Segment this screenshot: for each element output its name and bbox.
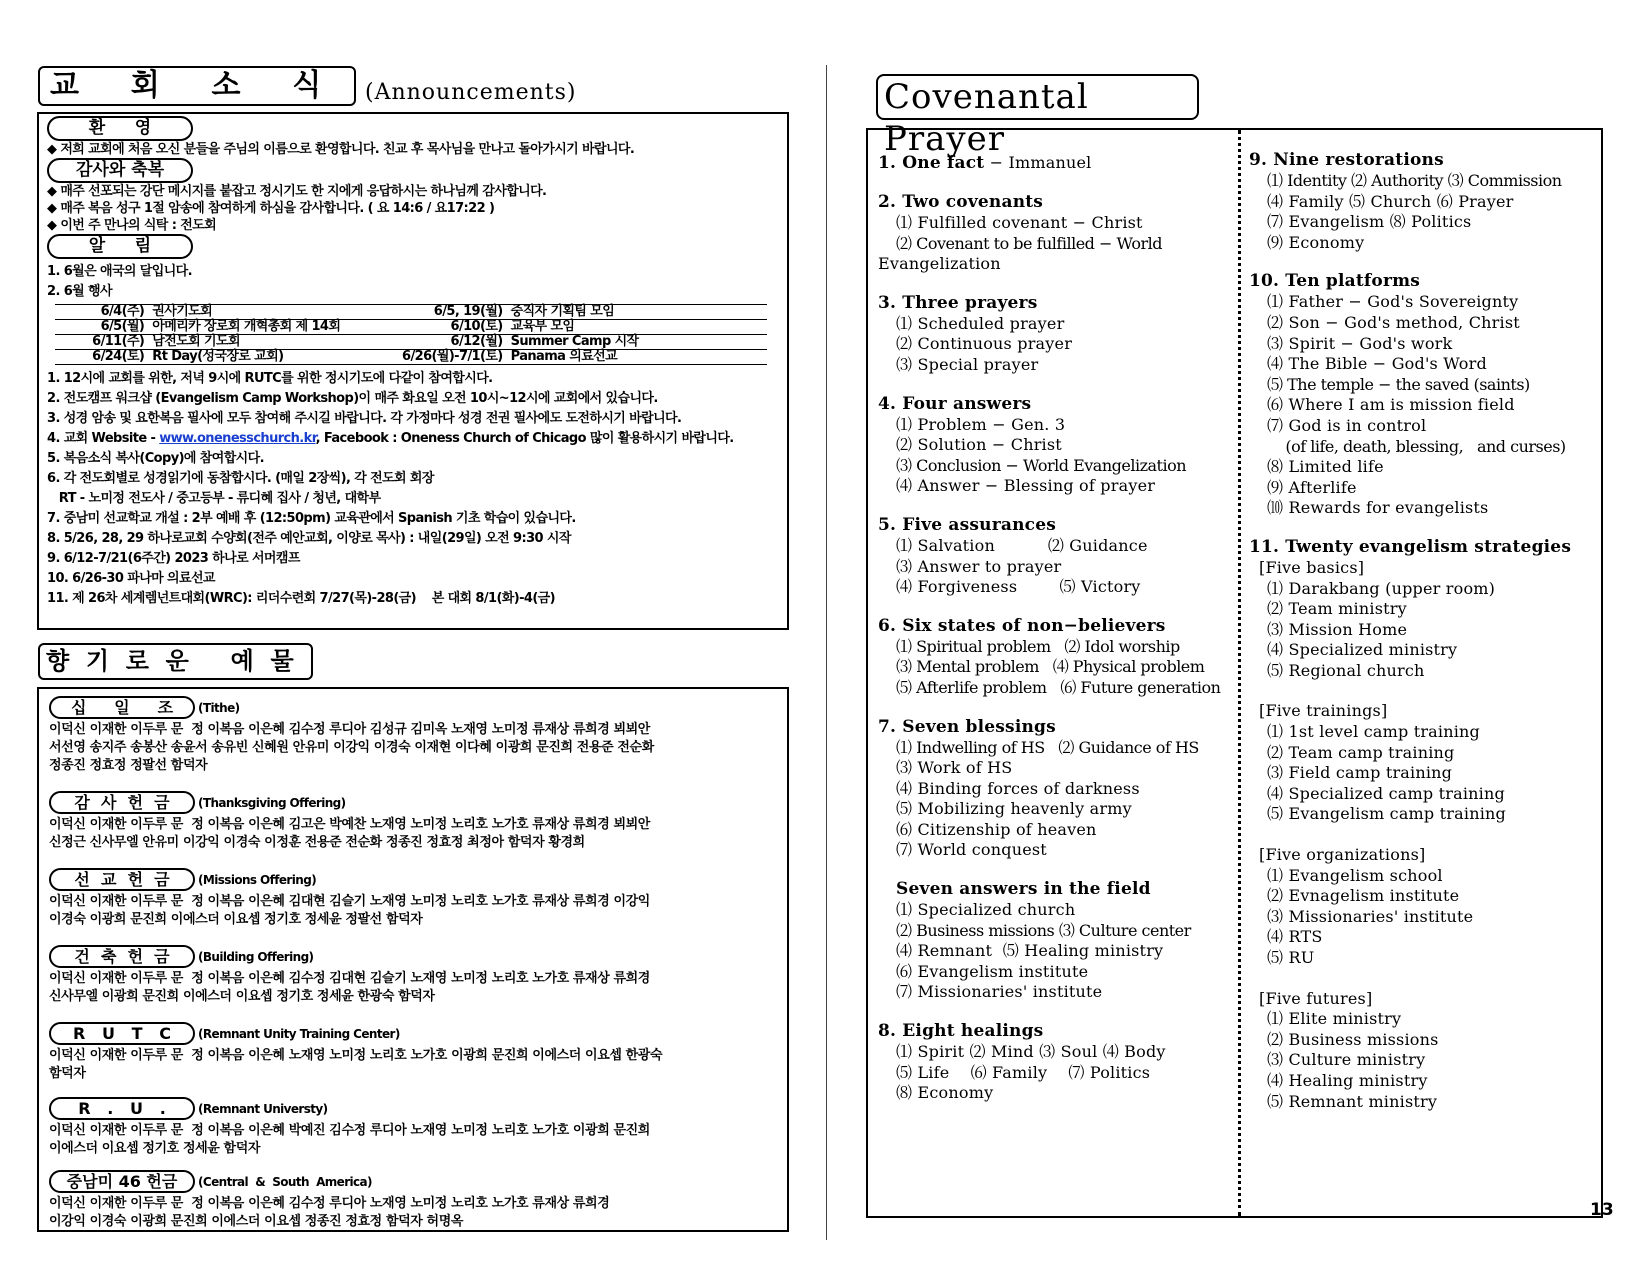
prayer-item: ⑴ Elite ministry — [1267, 1009, 1402, 1029]
notice-item: 5. 복음소식 복사(Copy)에 참여합시다. — [47, 451, 264, 466]
prayer-item: ⑴ Salvation ⑵ Guidance — [896, 535, 1148, 555]
event-name: Panama 의료선교 — [507, 350, 767, 365]
welcome-lines — [47, 141, 779, 158]
offering-label-en: (Missions Offering) — [198, 872, 317, 887]
prayer-item: ⑸ RU — [1267, 948, 1315, 967]
prayer-item: ⑼ Economy — [1267, 232, 1365, 252]
offering-section — [49, 945, 777, 1006]
prayer-item: ⑸ Afterlife problem ⑹ Future generation — [896, 677, 1221, 697]
offering-names: 이덕신 이재한 이두루 문 정 이복음 이은혜 김고은 박예찬 노재영 노미정 노리호 노가호 류재상 류희경 뵈뵈안 — [49, 817, 650, 832]
prayer-heading — [878, 293, 1234, 314]
prayer-heading — [878, 879, 1234, 900]
offering-label-en: (Thanksgiving Offering) — [198, 795, 346, 810]
website-prefix: 4. 교회 Website - — [47, 431, 160, 446]
prayer-column-right — [1249, 150, 1601, 1112]
offering-names: 이덕신 이재한 이두루 문 정 이복음 이은혜 김수정 김대현 김슬기 노재영 노미정 노리호 노가호 류재상 류희경 — [49, 971, 650, 986]
offering-names: 이덕신 이재한 이두루 문 정 이복음 이은혜 김수정 루디아 노재영 노미정 노리호 노가호 류재상 류희경 — [49, 1196, 610, 1211]
prayer-heading-text: 10. Ten platforms — [1249, 271, 1421, 292]
offering-names: 신정근 신사무엘 안유미 이강익 이경숙 이정훈 전용준 전순화 정종진 정효정 최정아 함덕자 황경희 — [49, 835, 585, 850]
offering-title-box — [38, 643, 313, 680]
prayer-item: ⑷ Healing ministry — [1267, 1070, 1428, 1090]
prayer-item: ⑶ Special prayer — [896, 354, 1039, 374]
offering-label: 십 일 조 — [49, 696, 195, 719]
prayer-item: ⑶ Spirit − God's work — [1267, 333, 1453, 353]
prayer-item: (of life, death, blessing, and curses) — [1267, 436, 1566, 456]
welcome-label: 환 영 — [47, 116, 193, 141]
prayer-item: ⑸ Life ⑹ Family ⑺ Politics — [896, 1062, 1151, 1082]
notice-item: 6. 각 전도회별로 성경읽기에 동참합시다. (매일 2장씩), 각 전도회 회장 — [47, 471, 434, 486]
offering-names: 신사무엘 이광희 문진희 이에스더 이요셉 정기호 정세윤 한광숙 함덕자 — [49, 989, 435, 1004]
prayer-item: ⑴ Spirit ⑵ Mind ⑶ Soul ⑷ Body — [896, 1042, 1166, 1062]
prayer-heading-text: 6. Six states of non−believers — [878, 615, 1166, 636]
event-date: 6/4(주) — [55, 305, 148, 320]
thanks-line: ◆ 이번 주 만나의 식탁 : 전도회 — [47, 218, 217, 233]
prayer-item: ⑵ Team ministry — [1267, 599, 1407, 619]
offerings-list — [49, 696, 777, 1231]
notice-item: 10. 6/26-30 파나마 의료선교 — [47, 571, 215, 586]
offering-names: 서선영 송지주 송봉산 송윤서 송유빈 신혜원 안유미 이강익 이경숙 이재현 이다혜 이광희 문진희 전용준 전순화 — [49, 740, 654, 755]
thanks-lines — [47, 183, 779, 234]
prayer-heading-text: 2. Two covenants — [878, 192, 1044, 212]
event-date: 6/5, 19(월) — [381, 305, 507, 320]
prayer-heading — [878, 515, 1234, 536]
prayer-item: ⑴ Father − God's Sovereignty — [1267, 292, 1519, 312]
offering-names: 이에스더 이요셉 정기호 정세윤 함덕자 — [49, 1141, 261, 1156]
prayer-item: ⑹ Citizenship of heaven — [896, 819, 1097, 839]
offering-names: 이덕신 이재한 이두루 문 정 이복음 이은혜 김대현 김슬기 노재영 노미정 노리호 노가호 류재상 류희경 이강익 — [49, 894, 650, 909]
prayer-item: ⑸ The temple − the saved (saints) — [1267, 374, 1530, 394]
prayer-item: ⑷ RTS — [1267, 927, 1323, 947]
prayer-item: ⑴ Scheduled prayer — [896, 313, 1065, 333]
offering-names: 이강익 이경숙 이광희 문진희 이에스더 이요셉 정종진 정효정 함덕자 허명옥 — [49, 1214, 464, 1229]
prayer-heading-text: 5. Five assurances — [878, 514, 1056, 535]
prayer-item: ⑴ Darakbang (upper room) — [1267, 578, 1496, 598]
prayer-item: ⑴ Spiritual problem ⑵ Idol worship — [896, 636, 1180, 656]
prayer-item: ⑷ The Bible − God's Word — [1267, 354, 1487, 374]
offering-label-en: (Tithe) — [198, 700, 240, 715]
event-row — [55, 305, 767, 320]
event-row — [55, 320, 767, 335]
notice-item: 1. 12시에 교회를 위한, 저녁 9시에 RUTC를 위한 정시기도에 다같이 참여합시다. — [47, 371, 493, 386]
prayer-item: ⑴ Specialized church — [896, 900, 1076, 920]
offering-header — [49, 868, 777, 891]
offering-label: 선 교 헌 금 — [49, 868, 195, 891]
prayer-item: ⑸ Remnant ministry — [1267, 1091, 1438, 1111]
prayer-heading — [1249, 150, 1601, 171]
offering-names: 이덕신 이재한 이두루 문 정 이복음 이은혜 김수정 루디아 김성규 김미옥 노재영 노미정 류재상 류희경 뵈뵈안 — [49, 722, 650, 737]
notice-line: 2. 6월 행사 — [47, 284, 112, 299]
prayer-group-title: [Five organizations] — [1259, 845, 1426, 865]
notice-item: 11. 제 26차 세계렘넌트대회(WRC): 리더수련회 7/27(목)-28(금) 본 대회 8/1(화)-4(금) — [47, 591, 555, 606]
event-row — [55, 335, 767, 350]
prayer-heading-text: 8. Eight healings — [878, 1021, 1044, 1042]
offering-header — [49, 1097, 777, 1120]
prayer-heading — [878, 1021, 1234, 1042]
event-name: 남전도회 기도회 — [148, 335, 381, 350]
event-name: 교육부 모임 — [507, 320, 767, 335]
website-link[interactable]: www.onenesschurch.kr — [159, 431, 316, 446]
prayer-item: ⑴ Evangelism school — [1267, 865, 1443, 885]
offering-section — [49, 1097, 777, 1158]
prayer-heading — [878, 152, 1234, 174]
offering-section — [49, 868, 777, 929]
prayer-item: ⑶ Culture ministry — [1267, 1050, 1426, 1070]
offering-header — [49, 791, 777, 814]
prayer-column-left — [878, 152, 1234, 1104]
offering-names: 함덕자 — [49, 1066, 86, 1081]
prayer-item: ⑽ Rewards for evangelists — [1267, 498, 1489, 518]
offering-label-en: (Remnant Unity Training Center) — [198, 1026, 400, 1041]
covenantal-prayer-title: Covenantal Prayer — [884, 77, 1089, 159]
covenantal-prayer-box — [866, 128, 1603, 1218]
thanks-label: 감사와 축복 — [47, 158, 193, 183]
prayer-item: ⑶ Conclusion − World Evangelization — [896, 455, 1187, 475]
prayer-heading-text: 7. Seven blessings — [878, 716, 1056, 737]
page-number: 13 — [1590, 1200, 1614, 1220]
prayer-item: ⑴ 1st level camp training — [1267, 722, 1480, 742]
prayer-item: ⑵ Continuous prayer — [896, 334, 1073, 354]
offering-names: 이경숙 이광희 문진희 이에스더 이요셉 정기호 정세윤 정팔선 함덕자 — [49, 912, 423, 927]
prayer-group-title: [Five futures] — [1259, 988, 1373, 1008]
event-name: 중직자 기획팀 모임 — [507, 305, 767, 320]
prayer-item: ⑶ Answer to prayer — [896, 556, 1062, 576]
page-divider — [826, 65, 827, 1240]
prayer-heading-text: 1. One fact — [878, 153, 985, 173]
prayer-heading-tail: − Immanuel — [984, 153, 1092, 172]
event-date: 6/24(토) — [55, 350, 148, 365]
announcements-title-en: (Announcements) — [365, 80, 577, 105]
notice-lines — [47, 262, 779, 302]
thanks-line: ◆ 매주 복음 성구 1절 암송에 참여하게 하심을 감사합니다. ( 요 14:6 / 요17:22 ) — [47, 201, 495, 216]
prayer-heading — [878, 717, 1234, 738]
prayer-item: ⑺ Missionaries' institute — [896, 982, 1103, 1002]
offering-section — [49, 1022, 777, 1083]
notice-item: RT - 노미정 전도사 / 중고등부 - 류디혜 집사 / 청년, 대학부 — [47, 491, 381, 506]
prayer-heading-text: 3. Three prayers — [878, 292, 1038, 313]
offering-names: 이덕신 이재한 이두루 문 정 이복음 이은혜 박예진 김수정 루디아 노재영 노미정 노리호 노가호 이광희 문진희 — [49, 1123, 650, 1138]
prayer-heading-text: 11. Twenty evangelism strategies — [1249, 536, 1572, 557]
website-suffix: , Facebook : Oneness Church of Chicago 많이 활용하시기 바랍니다. — [315, 431, 734, 446]
prayer-heading-text: Seven answers in the field — [896, 879, 1151, 900]
prayer-item: ⑷ Specialized camp training — [1267, 783, 1505, 803]
prayer-heading — [1249, 537, 1601, 558]
offering-label: 감 사 헌 금 — [49, 791, 195, 814]
prayer-item: ⑵ Business missions ⑶ Culture center — [896, 920, 1191, 940]
prayer-item: ⑼ Afterlife — [1267, 477, 1357, 497]
notice-item: 9. 6/12-7/21(6주간) 2023 하나로 서머캠프 — [47, 551, 300, 566]
offering-title: 향 기 로 운 예 물 — [46, 647, 294, 675]
offering-header — [49, 1022, 777, 1045]
prayer-item: ⑷ Family ⑸ Church ⑹ Prayer — [1267, 191, 1514, 211]
notice-label: 알 림 — [47, 234, 193, 259]
prayer-item-wrap: Evangelization — [878, 254, 1001, 274]
notice-items — [47, 369, 779, 609]
prayer-heading — [1249, 271, 1601, 292]
event-date: 6/10(토) — [381, 320, 507, 335]
prayer-item: ⑺ World conquest — [896, 840, 1047, 860]
offerings-box — [37, 687, 789, 1232]
event-date: 6/11(주) — [55, 335, 148, 350]
prayer-item: ⑷ Specialized ministry — [1267, 640, 1458, 660]
notice-item: 3. 성경 암송 및 요한복음 필사에 모두 참여해 주시길 바랍니다. 각 가정마다 성경 전권 필사에도 도전하시기 바랍니다. — [47, 411, 682, 426]
notice-item: 8. 5/26, 28, 29 하나로교회 수양회(전주 예안교회, 이양로 목사) : 내일(29일) 오전 9:30 시작 — [47, 531, 571, 546]
announcements-title: 교 회 소 식 — [50, 68, 324, 103]
column-divider — [1238, 130, 1241, 1216]
offering-label: 중남미 46 헌금 — [49, 1170, 195, 1193]
notice-item-website — [47, 429, 779, 449]
event-name: Summer Camp 시작 — [507, 335, 767, 350]
offering-section — [49, 1170, 777, 1231]
covenantal-prayer-title-box — [876, 74, 1199, 159]
prayer-item: ⑸ Mobilizing heavenly army — [896, 799, 1132, 819]
prayer-item: ⑺ Evangelism ⑻ Politics — [1267, 212, 1472, 232]
event-name: 권사기도회 — [148, 305, 381, 320]
prayer-item: ⑻ Economy — [896, 1083, 994, 1103]
event-name: 아메리카 장로회 개혁총회 제 14회 — [148, 320, 381, 335]
prayer-heading — [878, 394, 1234, 415]
prayer-item: ⑵ Solution − Christ — [896, 435, 1062, 455]
offering-names: 정종진 정효정 정팔선 함덕자 — [49, 758, 208, 773]
prayer-group-title: [Five trainings] — [1259, 701, 1388, 721]
prayer-item: ⑷ Forgiveness ⑸ Victory — [896, 577, 1141, 597]
prayer-item: ⑴ Fulfilled covenant − Christ — [896, 213, 1143, 232]
prayer-item: ⑶ Missionaries' institute — [1267, 906, 1474, 926]
prayer-item: ⑷ Remnant ⑸ Healing ministry — [896, 941, 1164, 961]
prayer-item: ⑸ Regional church — [1267, 660, 1425, 680]
prayer-item: ⑶ Work of HS — [896, 758, 1013, 778]
prayer-item: ⑻ Limited life — [1267, 457, 1384, 477]
notice-line: 1. 6월은 애국의 달입니다. — [47, 264, 192, 279]
notice-item: 7. 중남미 선교학교 개설 : 2부 예배 후 (12:50pm) 교육관에서 Spanish 기초 학습이 있습니다. — [47, 511, 576, 526]
offering-section — [49, 696, 777, 775]
offering-label: R U T C — [49, 1022, 195, 1045]
event-date: 6/5(월) — [55, 320, 148, 335]
prayer-item: ⑷ Binding forces of darkness — [896, 778, 1140, 798]
announcements-title-box — [38, 66, 356, 106]
prayer-item: ⑷ Answer − Blessing of prayer — [896, 476, 1156, 496]
prayer-item: ⑶ Field camp training — [1267, 763, 1453, 783]
prayer-item: ⑵ Team camp training — [1267, 742, 1455, 762]
prayer-heading-text: 9. Nine restorations — [1249, 150, 1444, 170]
thanks-line: ◆ 매주 선포되는 강단 메시지를 붙잡고 정시기도 한 지에게 응답하시는 하나님께 감사합니다. — [47, 184, 547, 199]
prayer-heading — [878, 616, 1234, 637]
prayer-heading-text: 4. Four answers — [878, 393, 1032, 414]
offering-label: R . U . — [49, 1097, 195, 1120]
welcome-line: ◆ 저희 교회에 처음 오신 분들을 주님의 이름으로 환영합니다. 친교 후 목사님을 만나고 돌아가시기 바랍니다. — [47, 142, 635, 157]
offering-label-en: (Remnant Universty) — [198, 1101, 328, 1116]
offering-header — [49, 945, 777, 968]
announcements-box — [37, 112, 789, 630]
prayer-item: ⑺ God is in control — [1267, 415, 1427, 435]
prayer-item: ⑵ Son − God's method, Christ — [1267, 312, 1520, 332]
prayer-item: ⑴ Identity ⑵ Authority ⑶ Commission — [1267, 171, 1562, 190]
prayer-item: ⑴ Indwelling of HS ⑵ Guidance of HS — [896, 737, 1199, 757]
prayer-group-title: [Five basics] — [1259, 557, 1365, 577]
prayer-item: ⑶ Mission Home — [1267, 619, 1408, 639]
event-date: 6/26(월)-7/1(토) — [381, 350, 507, 365]
prayer-item: ⑵ Business missions — [1267, 1029, 1439, 1049]
event-date: 6/12(월) — [381, 335, 507, 350]
prayer-heading — [878, 192, 1234, 213]
prayer-item: ⑵ Covenant to be fulfilled − World — [896, 233, 1162, 253]
event-row — [55, 350, 767, 365]
event-name: Rt Day(성국장로 교회) — [148, 350, 381, 365]
offering-label-en: (Central & South America) — [198, 1174, 372, 1189]
prayer-item: ⑶ Mental problem ⑷ Physical problem — [896, 657, 1205, 677]
offering-header — [49, 1170, 777, 1193]
prayer-item: ⑵ Evnagelism institute — [1267, 886, 1460, 906]
prayer-item: ⑸ Evangelism camp training — [1267, 804, 1506, 824]
offering-header — [49, 696, 777, 719]
offering-names: 이덕신 이재한 이두루 문 정 이복음 이은혜 노재영 노미정 노리호 노가호 이광희 문진희 이에스더 이요셉 한광숙 — [49, 1048, 663, 1063]
prayer-item: ⑴ Problem − Gen. 3 — [896, 414, 1066, 434]
offering-section — [49, 791, 777, 852]
june-events-table — [55, 304, 767, 365]
offering-label-en: (Building Offering) — [198, 949, 314, 964]
prayer-item: ⑹ Evangelism institute — [896, 961, 1089, 981]
prayer-item: ⑹ Where I am is mission field — [1267, 395, 1515, 415]
offering-label: 건 축 헌 금 — [49, 945, 195, 968]
notice-item: 2. 전도캠프 워크샵 (Evangelism Camp Workshop)이 매주 화요일 오전 10시~12시에 교회에서 있습니다. — [47, 391, 658, 406]
